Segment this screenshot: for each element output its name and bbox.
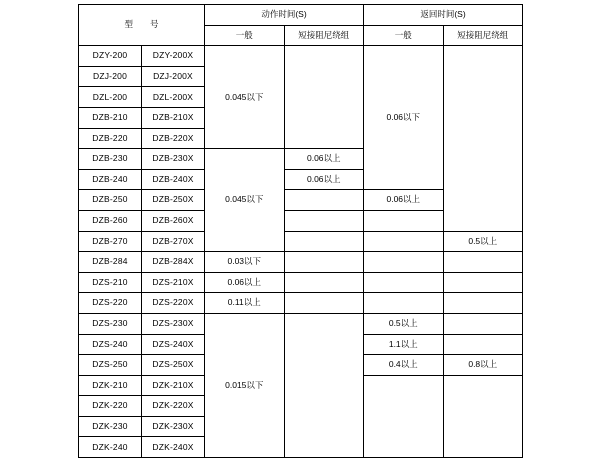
- cell-act-damped: 0.06以上: [284, 149, 364, 170]
- cell-model-b: DZK-230X: [142, 416, 205, 437]
- cell-ret-normal: 0.06以上: [364, 190, 444, 211]
- cell-ret-damped: 0.5以上: [443, 231, 523, 252]
- cell-model-a: DZS-240: [79, 334, 142, 355]
- table-header-row-1: [79, 5, 523, 26]
- cell-ret-normal-merged-1: 0.06以下: [364, 46, 444, 190]
- cell-ret-normal-blank: [364, 293, 444, 314]
- cell-ret-normal-blank: [364, 252, 444, 273]
- cell-ret-normal-blank: [364, 231, 444, 252]
- cell-act-normal-merged-2: 0.045以下: [205, 149, 285, 252]
- cell-act-normal: 0.11以上: [205, 293, 285, 314]
- cell-model-a: DZB-270: [79, 231, 142, 252]
- cell-act-damped-blank: [284, 252, 364, 273]
- table-row: [79, 231, 523, 252]
- cell-model-a: DZS-220: [79, 293, 142, 314]
- table-row: [79, 293, 523, 314]
- cell-ret-damped: 0.8以上: [443, 355, 523, 376]
- cell-model-a: DZB-220: [79, 128, 142, 149]
- table-row: [79, 46, 523, 67]
- header-return-damped: 短接阻尼绕组: [443, 25, 523, 46]
- cell-model-a: DZS-250: [79, 355, 142, 376]
- cell-act-normal-merged-3: 0.015以下: [205, 313, 285, 457]
- cell-model-b: DZB-270X: [142, 231, 205, 252]
- cell-model-a: DZJ-200: [79, 66, 142, 87]
- cell-act-damped-blank: [284, 46, 364, 149]
- cell-ret-normal-blank: [364, 375, 444, 457]
- cell-model-a: DZB-284: [79, 252, 142, 273]
- cell-model-a: DZK-210: [79, 375, 142, 396]
- cell-ret-normal-blank: [364, 272, 444, 293]
- cell-model-b: DZB-240X: [142, 169, 205, 190]
- table-row: [79, 272, 523, 293]
- header-action-time: 动作时间(S): [205, 5, 364, 26]
- cell-model-b: DZK-220X: [142, 396, 205, 417]
- cell-ret-damped-blank: [443, 313, 523, 334]
- cell-model-a: DZB-240: [79, 169, 142, 190]
- cell-act-damped-blank: [284, 293, 364, 314]
- cell-model-b: DZS-210X: [142, 272, 205, 293]
- cell-ret-damped-blank: [443, 252, 523, 273]
- cell-ret-normal: 1.1以上: [364, 334, 444, 355]
- cell-act-damped-blank: [284, 231, 364, 252]
- cell-model-b: DZB-284X: [142, 252, 205, 273]
- specification-table: [78, 4, 523, 458]
- cell-model-b: DZS-230X: [142, 313, 205, 334]
- cell-ret-damped-blank: [443, 375, 523, 457]
- cell-model-a: DZB-260: [79, 210, 142, 231]
- cell-model-a: DZS-230: [79, 313, 142, 334]
- header-model: 型 号: [79, 5, 205, 46]
- cell-ret-damped-blank: [443, 293, 523, 314]
- cell-model-a: DZK-240: [79, 437, 142, 458]
- cell-model-b: DZS-250X: [142, 355, 205, 376]
- cell-model-b: DZS-220X: [142, 293, 205, 314]
- header-action-normal: 一般: [205, 25, 285, 46]
- cell-act-damped-blank: [284, 272, 364, 293]
- cell-model-b: DZK-240X: [142, 437, 205, 458]
- cell-ret-normal: 0.5以上: [364, 313, 444, 334]
- cell-model-b: DZB-250X: [142, 190, 205, 211]
- cell-ret-damped-blank: [443, 334, 523, 355]
- cell-act-normal: 0.03以下: [205, 252, 285, 273]
- cell-act-damped-blank: [284, 313, 364, 457]
- cell-model-b: DZL-200X: [142, 87, 205, 108]
- cell-model-a: DZL-200: [79, 87, 142, 108]
- cell-model-b: DZS-240X: [142, 334, 205, 355]
- cell-act-damped-blank: [284, 190, 364, 211]
- cell-act-normal: 0.06以上: [205, 272, 285, 293]
- cell-model-a: DZK-230: [79, 416, 142, 437]
- cell-act-damped: 0.06以上: [284, 169, 364, 190]
- cell-act-normal-merged-1: 0.045以下: [205, 46, 285, 149]
- cell-ret-damped-blank: [443, 272, 523, 293]
- cell-model-b: DZJ-200X: [142, 66, 205, 87]
- header-return-time: 返回时间(S): [364, 5, 523, 26]
- cell-model-a: DZK-220: [79, 396, 142, 417]
- table-row: [79, 252, 523, 273]
- cell-model-b: DZB-230X: [142, 149, 205, 170]
- cell-model-b: DZB-220X: [142, 128, 205, 149]
- cell-ret-damped-blank: [443, 46, 523, 231]
- cell-model-b: DZB-260X: [142, 210, 205, 231]
- cell-model-b: DZB-210X: [142, 107, 205, 128]
- header-action-damped: 短接阻尼绕组: [284, 25, 364, 46]
- table-row: [79, 313, 523, 334]
- cell-model-a: DZY-200: [79, 46, 142, 67]
- cell-ret-normal-blank: [364, 210, 444, 231]
- cell-model-a: DZB-210: [79, 107, 142, 128]
- cell-model-b: DZY-200X: [142, 46, 205, 67]
- cell-act-damped-blank: [284, 210, 364, 231]
- header-return-normal: 一般: [364, 25, 444, 46]
- cell-ret-normal: 0.4以上: [364, 355, 444, 376]
- cell-model-a: DZB-250: [79, 190, 142, 211]
- cell-model-a: DZB-230: [79, 149, 142, 170]
- cell-model-b: DZK-210X: [142, 375, 205, 396]
- cell-model-a: DZS-210: [79, 272, 142, 293]
